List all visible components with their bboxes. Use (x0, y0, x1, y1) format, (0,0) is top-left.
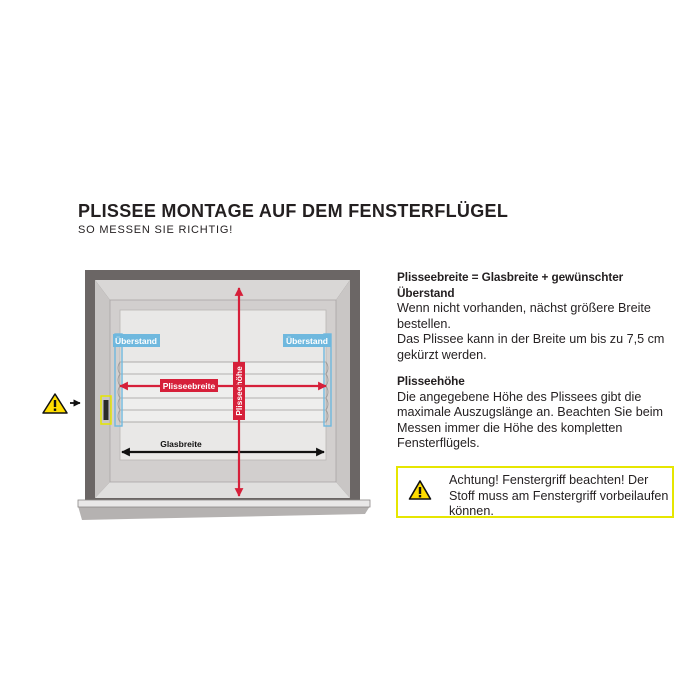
height-text: Die angegebene Höhe des Plissees gibt die maximale Auszugslänge an. Beachten Sie beim Messen immer die Höhe des kompletten Fensterflügels. (397, 389, 664, 450)
warning-text: Achtung! Fenstergriff beachten! Der Stoff muss am Fenstergriff vorbeilaufen können. (449, 473, 669, 518)
height-heading: Plisseehöhe (397, 374, 465, 388)
warning-triangle-icon (43, 394, 67, 413)
handle-warning-box (396, 466, 674, 518)
pleated-blind (118, 362, 328, 422)
window-sill (78, 506, 370, 520)
overhang-left-label: Überstand (114, 336, 158, 346)
width-text-1: Wenn nicht vorhanden, nächst größere Breite bestellen. (397, 301, 651, 331)
glass-width-label: Glasbreite (160, 439, 202, 449)
page-title: PLISSEE MONTAGE AUF DEM FENSTERFLÜGEL (78, 201, 509, 221)
warning-triangle-icon (408, 479, 432, 501)
width-heading: Plisseebreite = Glasbreite + gewünschter Überstand (397, 270, 624, 300)
measuring-info (397, 270, 682, 452)
overhang-right-label: Überstand (285, 336, 329, 346)
window-diagram (40, 262, 380, 527)
width-text-2: Das Plissee kann in der Breite um bis zu 7,5 cm gekürzt werden. (397, 332, 665, 362)
pleat-height-label: Plisseehöhe (234, 366, 244, 416)
pleat-width-label: Plisseebreite (162, 381, 216, 391)
page-subtitle: SO MESSEN SIE RICHTIG! (78, 224, 234, 236)
